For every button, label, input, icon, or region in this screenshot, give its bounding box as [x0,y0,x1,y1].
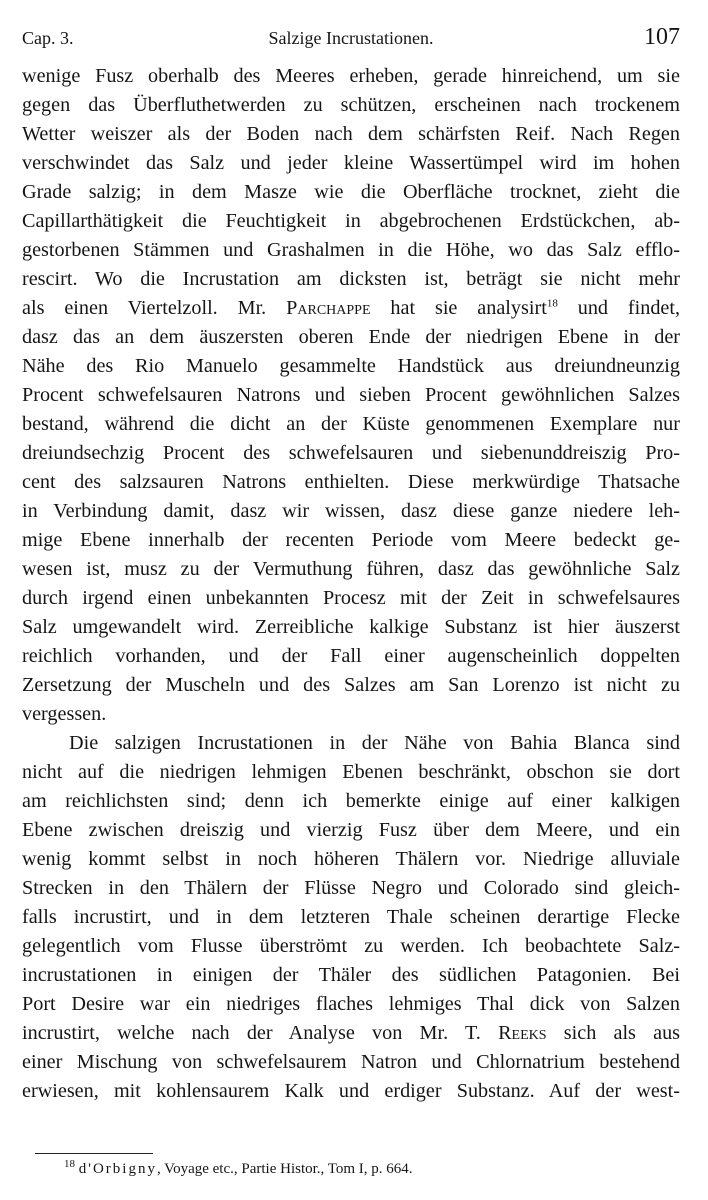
text-line: nicht auf die niedrigen lehmigen Ebenen beschränkt, obschon sie dort [22,761,680,783]
page-number: 107 [644,24,680,50]
text-line: Procent schwefelsauren Natrons und sieben Procent gewöhnlichen Salzes [22,384,680,406]
text-line: wenig kommt selbst in noch höheren Thälern vor. Niedrige alluviale [22,848,680,870]
text-line: wesen ist, musz zu der Vermuthung führen, dasz das gewöhnliche Salz [22,558,680,580]
text-line: gelegentlich vom Flusse überströmt zu werden. Ich beobachtete Salz- [22,935,680,957]
running-title: Salzige Incrustationen. [268,28,434,48]
text-line: durch irgend einen unbekannten Procesz mit der Zeit in schwefelsaures [22,587,680,609]
line-text: als einen Viertelzoll. Mr. [22,297,267,319]
text-line: erwiesen, mit kohlensaurem Kalk und erdiger Substanz. Auf der west- [22,1080,680,1102]
text-line: in Verbindung damit, dasz wir wissen, dasz diese ganze niedere leh- [22,500,680,522]
text-line: Strecken in den Thälern der Flüsse Negro und Colorado sind gleich- [22,877,680,899]
text-line: bestand, während die dicht an der Küste genommenen Exemplare nur [22,413,680,435]
text-line: mige Ebene innerhalb der recenten Periode vom Meere bedeckt ge- [22,529,680,551]
line-text: hat sie analysirt [390,297,547,319]
footnote-ref[interactable]: 18 [546,297,558,310]
paragraph-end-line: vergessen. [22,703,107,725]
footnote-divider [35,1153,153,1154]
line-text: incrustirt, welche nach der Analyse von Mr. T. [22,1022,481,1044]
text-line [22,1019,680,1048]
text-line: gegen das Überfluthetwerden zu schützen, erscheinen nach trockenem [22,94,680,116]
line-text: und findet, [577,297,680,319]
running-header [22,24,680,58]
text-line: einer Mischung von schwefelsaurem Natron und Chlornatrium bestehend [22,1051,680,1073]
footnote-number: 18 [64,1158,75,1170]
text-line: Ebene zwischen dreiszig und vierzig Fusz über dem Meere, und ein [22,819,680,841]
footnote [64,1158,413,1180]
text-line: verschwindet das Salz und jeder kleine Wassertümpel wird im hohen [22,152,680,174]
footnote-author: d'Orbigny [78,1161,157,1177]
chapter-label: Cap. 3. [22,28,74,48]
text-line: Capillarthätigkeit die Feuchtigkeit in abgebrochenen Erdstückchen, ab- [22,210,680,232]
text-line: cent des salzsauren Natrons enthielten. Diese merkwürdige Thatsache [22,471,680,493]
text-line: Nähe des Rio Manuelo gesammelte Handstück aus dreiundneunzig [22,355,680,377]
text-line: Wetter weiszer als der Boden nach dem schärfsten Reif. Nach Regen [22,123,680,145]
text-line: dreiundsechzig Procent des schwefelsauren und siebenunddreiszig Pro- [22,442,680,464]
text-line [22,294,680,323]
author-name: Parchappe [286,297,371,319]
text-line: Port Desire war ein niedriges flaches lehmiges Thal dick von Salzen [22,993,680,1015]
author-name: Reeks [498,1022,547,1044]
text-line: incrustationen in einigen der Thäler des südlichen Patagonien. Bei [22,964,680,986]
paragraph-start-line: Die salzigen Incrustationen in der Nähe von Bahia Blanca sind [69,732,680,754]
text-line: Salz umgewandelt wird. Zerreibliche kalkige Substanz ist hier äuszerst [22,616,680,638]
text-line: gestorbenen Stämmen und Grashalmen in die Höhe, wo das Salz efflo- [22,239,680,261]
text-line: dasz das an dem äuszersten oberen Ende der niedrigen Ebene in der [22,326,680,348]
text-line: am reichlichsten sind; denn ich bemerkte einige auf einer kalkigen [22,790,680,812]
text-line: reichlich vorhanden, und der Fall einer augenscheinlich doppelten [22,645,680,667]
text-line: Grade salzig; in dem Masze wie die Oberfläche trocknet, zieht die [22,181,680,203]
footnote-text: , Voyage etc., Partie Histor., Tom I, p. 664. [156,1161,413,1177]
text-line: Zersetzung der Muscheln und des Salzes am San Lorenzo ist nicht zu [22,674,680,696]
text-line: falls incrustirt, und in dem letzteren Thale scheinen derartige Flecke [22,906,680,928]
text-line: rescirt. Wo die Incrustation am dicksten ist, beträgt sie nicht mehr [22,268,680,290]
text-line: wenige Fusz oberhalb des Meeres erheben, gerade hinreichend, um sie [22,65,680,87]
line-text: sich als aus [563,1022,680,1044]
